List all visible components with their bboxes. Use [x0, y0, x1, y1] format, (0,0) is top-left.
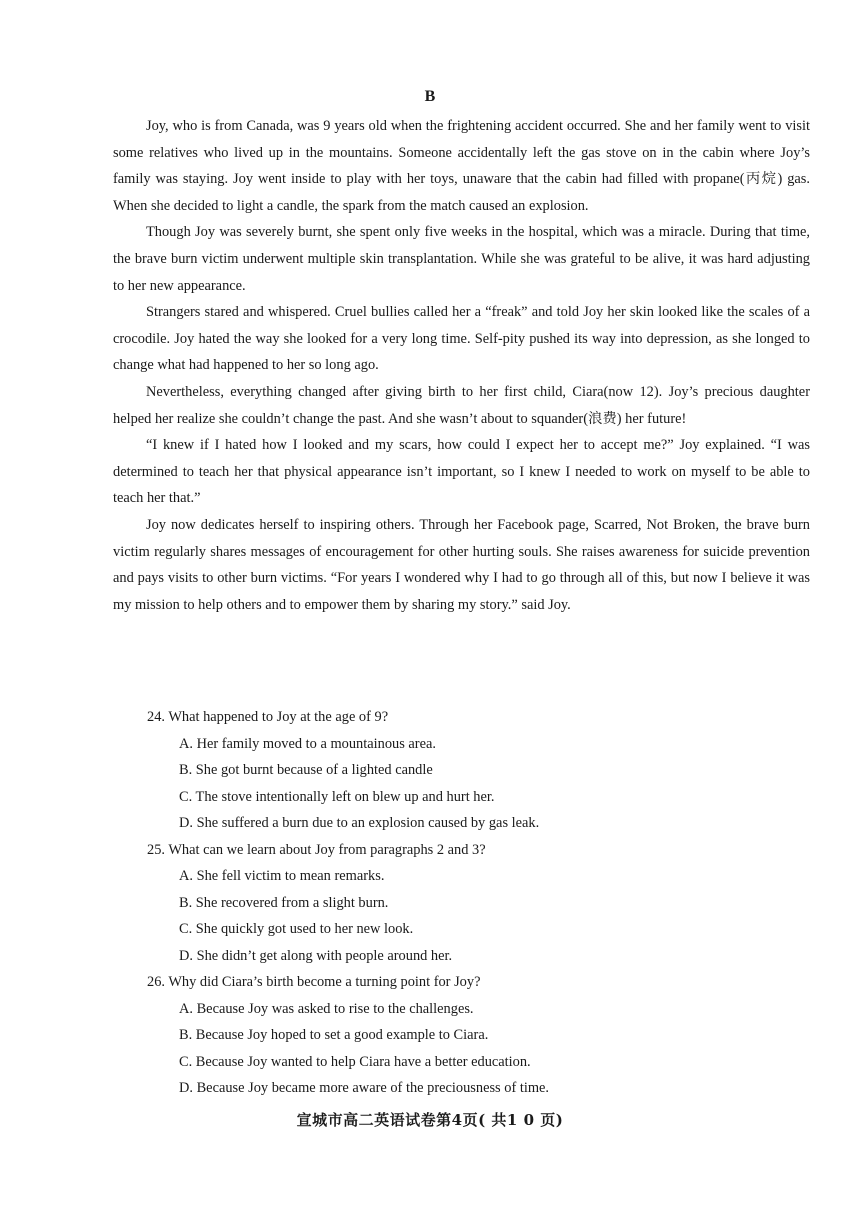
question-stem: 26. Why did Ciara’s birth become a turning point for Joy?	[147, 974, 481, 990]
option-c: C. She quickly got used to her new look.	[179, 921, 414, 937]
reading-passage	[113, 113, 810, 618]
section-heading: B	[424, 88, 436, 105]
passage-paragraph-2: Though Joy was severely burnt, she spent only five weeks in the hospital, which was a miracle. During that time, the brave burn victim underwent multiple skin transplantation. While she was grateful to be alive, it was hard adjusting to her new appearance.	[113, 224, 810, 294]
option-a: A. Because Joy was asked to rise to the challenges.	[179, 1000, 474, 1017]
option-b: B. Because Joy hoped to set a good example to Ciara.	[179, 1027, 489, 1043]
option-b: B. She recovered from a slight burn.	[179, 894, 389, 911]
option-d: D. Because Joy became more aware of the preciousness of time.	[179, 1080, 550, 1096]
question-list	[147, 704, 797, 1102]
question-25	[147, 837, 797, 970]
option-d: D. She didn’t get along with people around her.	[179, 947, 453, 964]
passage-paragraph-3: Strangers stared and whispered. Cruel bullies called her a “freak” and told Joy her skin looked like the scales of a crocodile. Joy hated the way she looked for a very long time. Self-pity pushed its way into depression, as she longed to change what had happened to her so long ago.	[113, 304, 810, 374]
passage-paragraph-6: Joy now dedicates herself to inspiring others. Through her Facebook page, Scarred, Not Broken, the brave burn victim regularly shares messages of encouragement for other hurting souls. She raises awareness for suicide prevention and pays visits to other burn victims. “For years I wondered why I had to go through all of this, but now I believe it was my mission to help others and to empower them by sharing my story.” said Joy.	[113, 516, 810, 613]
option-b: B. She got burnt because of a lighted candle	[179, 762, 433, 778]
passage-paragraph-1: Joy, who is from Canada, was 9 years old when the frightening accident occurred. She and her family went to visit some relatives who lived up in the mountains. Someone accidentally left the gas stove on in the cabin where Joy’s family was staying. Joy went inside to play with her toys, unaware that the cabin had filled with propane(丙烷) gas. When she decided to light a candle, the spark from the match caused an explosion.	[113, 118, 810, 214]
question-26	[147, 969, 797, 1102]
option-d: D. She suffered a burn due to an explosion caused by gas leak.	[179, 815, 540, 831]
question-24	[147, 704, 797, 837]
page-footer: 宣城市高二英语试卷第4页( 共1 0 页)	[296, 1111, 564, 1129]
option-a: A. She fell victim to mean remarks.	[179, 868, 385, 884]
passage-paragraph-5: “I knew if I hated how I looked and my scars, how could I expect her to accept me?” Joy explained. “I was determined to teach her that physical appearance isn’t important, so I knew I needed to work on myself to be able to teach her that.”	[113, 437, 810, 507]
passage-paragraph-4: Nevertheless, everything changed after giving birth to her first child, Ciara(now 12). Joy’s precious daughter helped her realize she couldn’t change the past. And she wasn’t about to squander(浪费) her future!	[113, 383, 810, 427]
question-stem: 24. What happened to Joy at the age of 9?	[147, 709, 389, 725]
option-c: C. The stove intentionally left on blew up and hurt her.	[179, 788, 495, 805]
option-a: A. Her family moved to a mountainous area.	[179, 735, 436, 752]
option-c: C. Because Joy wanted to help Ciara have a better education.	[179, 1053, 531, 1070]
question-stem: 25. What can we learn about Joy from paragraphs 2 and 3?	[147, 841, 486, 858]
